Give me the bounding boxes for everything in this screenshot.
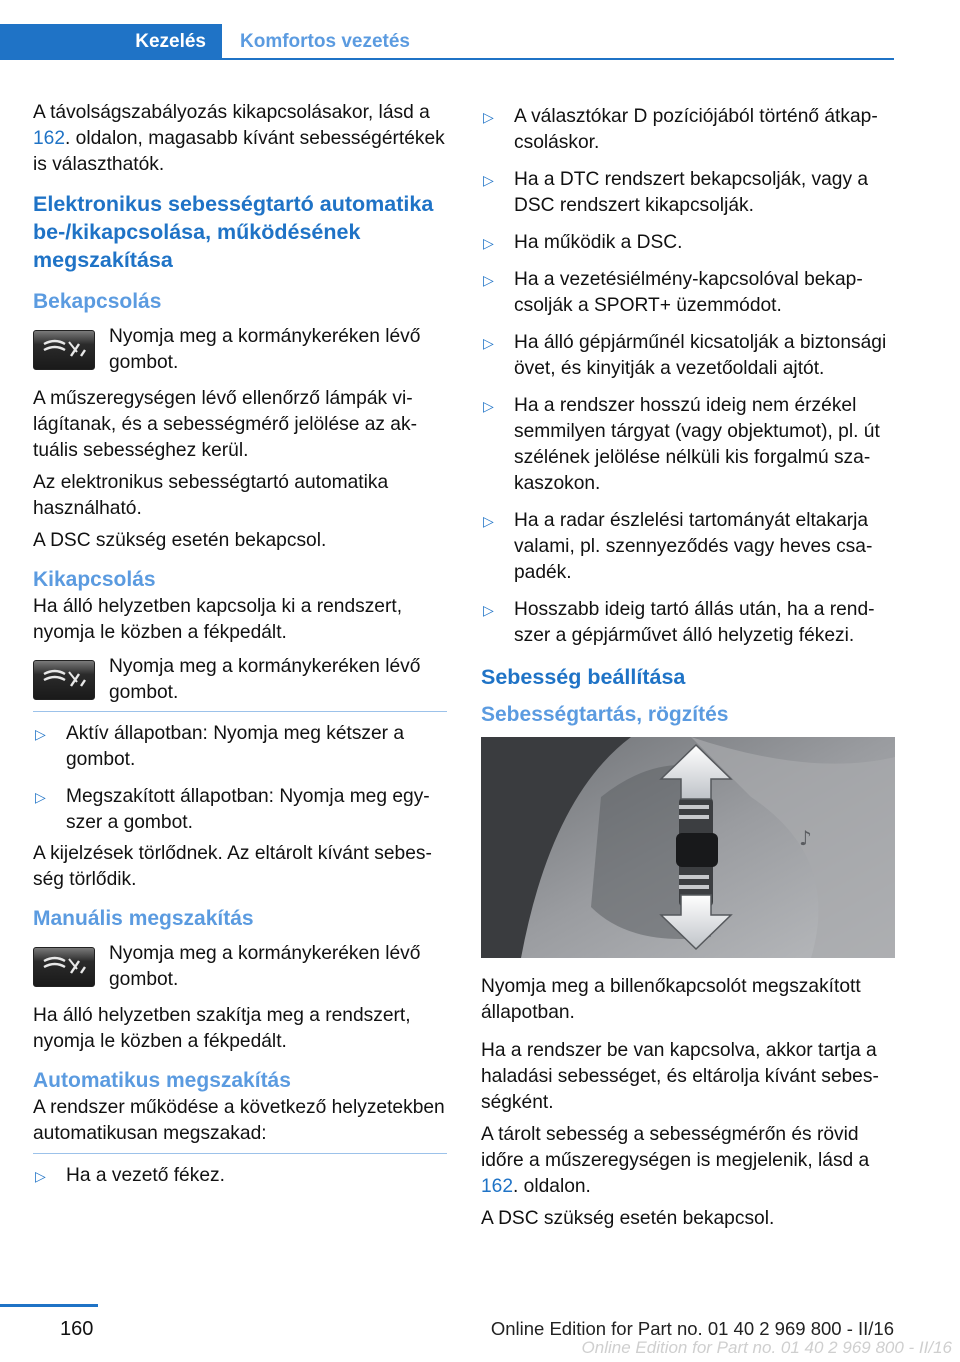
paragraph: Nyomja meg a billenőkapcsolót megszakított állapotban. bbox=[481, 976, 861, 1023]
manual-instruction bbox=[33, 941, 447, 993]
section-tab[interactable]: Kezelés bbox=[0, 24, 222, 60]
page-header bbox=[0, 24, 894, 62]
list-item: ▷ Ha a rendszer hosszú ideig nem érzékel semmilyen tárgyat (vagy objektumot), pl. út szélének jelölése nélküli kis forgalmú szakaszokon. bbox=[481, 393, 895, 497]
triangle-bullet-icon: ▷ bbox=[483, 335, 494, 351]
subheading-off: Kikapcsolás bbox=[33, 568, 156, 591]
page-number: 160 bbox=[60, 1318, 94, 1340]
auto-bullet-list bbox=[33, 1163, 447, 1189]
list-item: ▷ Ha a vezető fékez. bbox=[33, 1163, 447, 1189]
section-heading: Sebesség beállítása bbox=[481, 665, 686, 689]
list-item: ▷ Megszakított állapotban: Nyomja meg egyszer a gombot. bbox=[33, 784, 447, 836]
header-rule bbox=[222, 58, 894, 60]
watermark: Online Edition for Part no. 01 40 2 969 800 - II/16 bbox=[581, 1338, 952, 1357]
paragraph: A tárolt sebesség a sebességmérőn és rövid időre a műszeregységen is megjelenik, lásd a 162. oldalon. bbox=[481, 1124, 870, 1197]
triangle-bullet-icon: ▷ bbox=[483, 513, 494, 529]
on-instruction bbox=[33, 324, 447, 376]
off-instruction-text: Nyomja meg a kormánykeréken lévő gombot. bbox=[109, 656, 421, 703]
list-item: ▷ Ha álló gépjárműnél kicsatolják a biztonsági övet, és kinyitják a vezetőoldali ajtót. bbox=[481, 330, 895, 382]
section-heading: Elektronikus sebességtartó automatika be-/kikapcsolása, működésének megszakítása bbox=[33, 192, 434, 272]
triangle-bullet-icon: ▷ bbox=[483, 109, 494, 125]
subheading-manual: Manuális megszakítás bbox=[33, 907, 254, 930]
paragraph: Ha a rendszer be van kapcsolva, akkor tartja a haladási sebességet, és eltárolja kívánt sebességként. bbox=[481, 1040, 879, 1113]
page-link[interactable]: 162 bbox=[33, 128, 66, 149]
list-item: ▷ Ha működik a DSC. bbox=[481, 230, 895, 256]
paragraph: Az elektronikus sebességtartó automatika használható. bbox=[33, 472, 389, 519]
paragraph: A rendszer működése a következő helyzetekben automatikusan megszakad: bbox=[33, 1097, 445, 1144]
triangle-bullet-icon: ▷ bbox=[35, 789, 46, 805]
triangle-bullet-icon: ▷ bbox=[483, 602, 494, 618]
list-item: ▷ Aktív állapotban: Nyomja meg kétszer a gombot. bbox=[33, 721, 447, 773]
paragraph: Ha álló helyzetben kapcsolja ki a rendszert, nyomja le közben a fékpedált. bbox=[33, 596, 403, 643]
list-item: ▷ Hosszabb ideig tartó állás után, ha a rendszer a gépjárművet álló helyzetig fékezi. bbox=[481, 597, 895, 649]
svg-text:♪: ♪ bbox=[799, 826, 812, 850]
subheading-on: Bekapcsolás bbox=[33, 290, 162, 313]
page-link[interactable]: 162 bbox=[481, 1176, 514, 1197]
list-item: ▷ Ha a DTC rendszert bekapcsolják, vagy a DSC rendszert kikapcsolják. bbox=[481, 167, 895, 219]
subheading-hold: Sebességtartás, rögzítés bbox=[481, 703, 729, 726]
cruise-control-button-icon bbox=[33, 660, 95, 700]
triangle-bullet-icon: ▷ bbox=[483, 235, 494, 251]
paragraph: A kijelzések törlődnek. Az eltárolt kívánt sebesség törlődik. bbox=[33, 843, 432, 890]
triangle-bullet-icon: ▷ bbox=[35, 726, 46, 742]
divider bbox=[33, 711, 447, 712]
right-column bbox=[481, 100, 895, 1238]
auto-bullet-list-continued bbox=[481, 104, 895, 649]
chapter-tab[interactable]: Komfortos vezetés bbox=[240, 31, 410, 52]
manual-instruction-text: Nyomja meg a kormánykeréken lévő gombot. bbox=[109, 943, 421, 990]
intro-paragraph: A távolságszabályozás kikapcsolásakor, lásd a 162. oldalon, magasabb kívánt sebességértékek is választhatók. bbox=[33, 102, 445, 175]
on-instruction-text: Nyomja meg a kormánykeréken lévő gombot. bbox=[109, 326, 421, 373]
divider bbox=[33, 1153, 447, 1154]
paragraph: A műszeregységen lévő ellenőrző lámpák világítanak, és a sebességmérő jelölése az aktuális sebességhez kerül. bbox=[33, 388, 417, 461]
left-column bbox=[33, 100, 447, 1200]
footer-rule bbox=[0, 1304, 98, 1307]
triangle-bullet-icon: ▷ bbox=[483, 398, 494, 414]
list-item: ▷ A választókar D pozíciójából történő átkapcsoláskor. bbox=[481, 104, 895, 156]
edition-note: Online Edition for Part no. 01 40 2 969 800 - II/16 bbox=[490, 1318, 894, 1339]
list-item: ▷ Ha a vezetésiélmény-kapcsolóval bekapcsolják a SPORT+ üzemmódot. bbox=[481, 267, 895, 319]
triangle-bullet-icon: ▷ bbox=[35, 1168, 46, 1184]
triangle-bullet-icon: ▷ bbox=[483, 172, 494, 188]
list-item: ▷ Ha a radar észlelési tartományát eltakarja valami, pl. szennyeződés vagy heves csapadék. bbox=[481, 508, 895, 586]
paragraph: A DSC szükség esetén bekapcsol. bbox=[33, 530, 327, 551]
cruise-control-button-icon bbox=[33, 947, 95, 987]
off-bullet-list bbox=[33, 721, 447, 836]
steering-wheel-rocker-switch-image bbox=[481, 737, 895, 958]
subheading-auto: Automatikus megszakítás bbox=[33, 1069, 291, 1092]
paragraph: A DSC szükség esetén bekapcsol. bbox=[481, 1208, 775, 1229]
paragraph: Ha álló helyzetben szakítja meg a rendszert, nyomja le közben a fékpedált. bbox=[33, 1005, 411, 1052]
off-instruction bbox=[33, 654, 447, 706]
triangle-bullet-icon: ▷ bbox=[483, 272, 494, 288]
cruise-control-button-icon bbox=[33, 330, 95, 370]
